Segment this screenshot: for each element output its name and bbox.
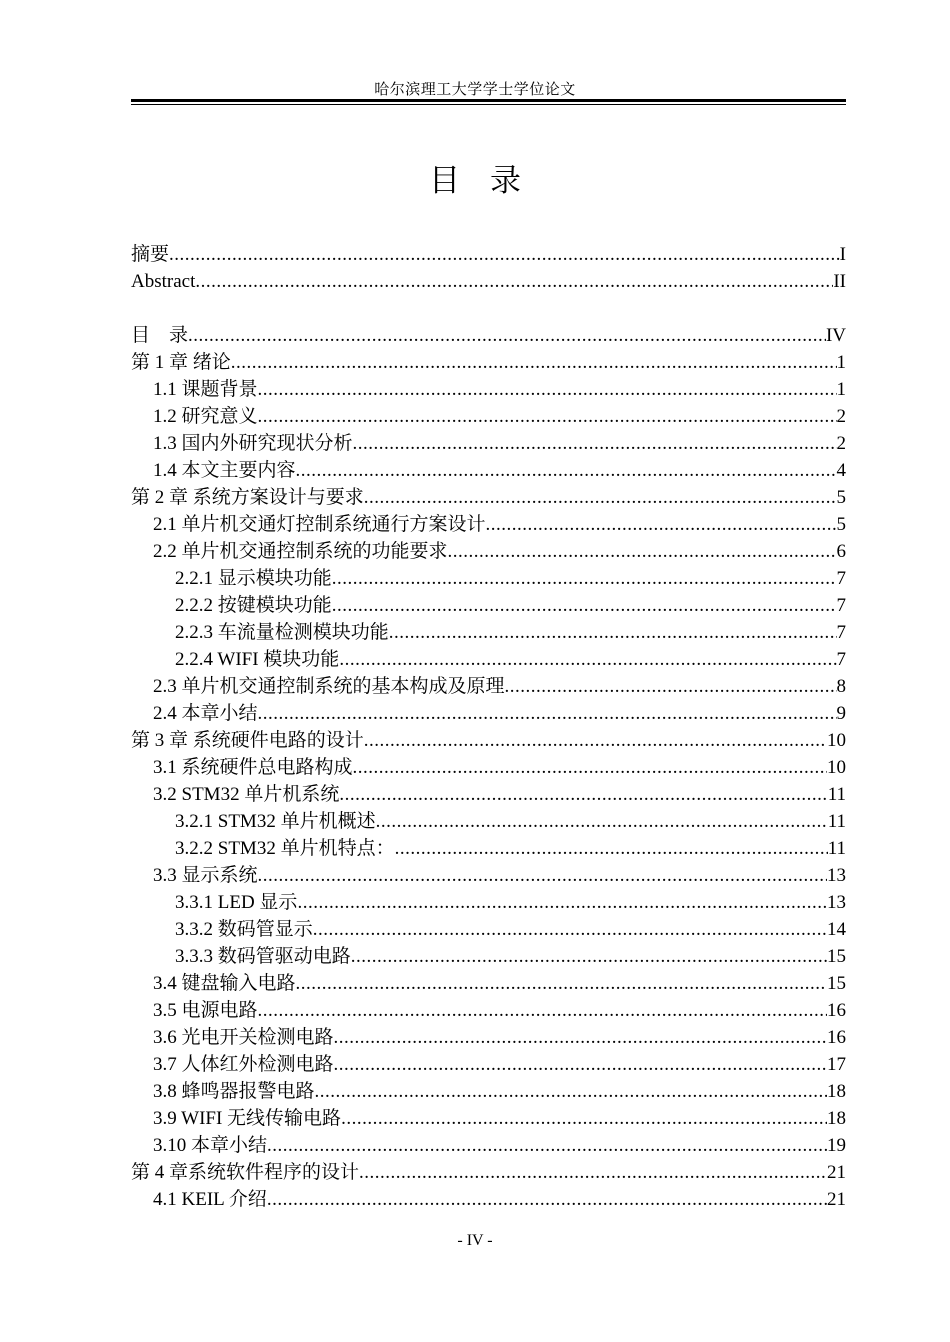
- toc-entry-page: II: [833, 271, 846, 292]
- toc-leader-dots: [341, 1105, 827, 1132]
- toc-entry[interactable]: [131, 349, 846, 376]
- toc-entry[interactable]: [131, 484, 846, 511]
- toc-entry-page: 11: [827, 838, 846, 859]
- toc-leader-dots: [332, 592, 837, 619]
- toc-entry[interactable]: [131, 322, 846, 349]
- toc-entry[interactable]: [153, 997, 846, 1024]
- toc-entry-title: 1.4 本文主要内容: [153, 460, 296, 481]
- toc-entry-page: 11: [827, 784, 846, 805]
- toc-leader-dots: [267, 1186, 827, 1213]
- toc-entry-page: IV: [825, 325, 846, 346]
- toc-entry-title: 第 2 章 系统方案设计与要求: [131, 487, 364, 508]
- toc-entry[interactable]: [153, 538, 846, 565]
- toc-entry-page: 21: [827, 1162, 846, 1183]
- toc-leader-dots: [486, 511, 837, 538]
- toc-leader-dots: [339, 781, 827, 808]
- page-title: 目录: [429, 163, 551, 198]
- toc-leader-dots: [195, 268, 833, 295]
- toc-entry-page: 7: [836, 568, 846, 589]
- toc-entry[interactable]: [153, 1078, 846, 1105]
- toc-leader-dots: [389, 619, 837, 646]
- toc-entry[interactable]: [153, 1186, 846, 1213]
- toc-entry-page: 15: [827, 946, 846, 967]
- toc-entry-title: 3.4 键盘输入电路: [153, 973, 296, 994]
- toc-entry-title: 目 录: [131, 325, 189, 346]
- toc-leader-dots: [315, 1078, 827, 1105]
- toc-entry-page: 7: [836, 595, 846, 616]
- toc-entry-page: 13: [827, 892, 846, 913]
- toc-entry-page: 15: [827, 973, 846, 994]
- toc-leader-dots: [351, 943, 827, 970]
- toc-entry[interactable]: [175, 943, 846, 970]
- toc-entry-page: 6: [836, 541, 846, 562]
- toc-leader-dots: [296, 457, 837, 484]
- toc-entry-title: 3.3.1 LED 显示: [175, 892, 298, 913]
- toc-entry[interactable]: [175, 889, 846, 916]
- toc-entry[interactable]: [175, 646, 846, 673]
- toc-entry-page: 16: [827, 1027, 846, 1048]
- toc-entry-page: 10: [827, 757, 846, 778]
- toc-entry[interactable]: [153, 673, 846, 700]
- toc-entry[interactable]: [131, 727, 846, 754]
- toc-entry-title: 3.7 人体红外检测电路: [153, 1054, 334, 1075]
- toc-entry-title: 3.2.2 STM32 单片机特点：: [175, 838, 395, 859]
- toc-entry-page: 2: [836, 406, 846, 427]
- toc-leader-dots: [364, 727, 827, 754]
- toc-entry[interactable]: [175, 835, 846, 862]
- toc-leader-dots: [334, 1024, 827, 1051]
- toc-leader-dots: [258, 403, 837, 430]
- toc-entry-title: 1.1 课题背景: [153, 379, 258, 400]
- toc-entry[interactable]: [153, 457, 846, 484]
- toc-entry-page: 14: [827, 919, 846, 940]
- toc-entry-title: 2.1 单片机交通灯控制系统通行方案设计: [153, 514, 486, 535]
- toc-entry-page: 18: [827, 1108, 846, 1129]
- toc-entry-page: 7: [836, 622, 846, 643]
- toc-entry[interactable]: [153, 1105, 846, 1132]
- toc-leader-dots: [313, 916, 827, 943]
- toc-entry-title: 3.2.1 STM32 单片机概述: [175, 811, 376, 832]
- toc-leader-dots: [258, 997, 827, 1024]
- toc-entry-title: 4.1 KEIL 介绍: [153, 1189, 267, 1210]
- toc-leader-dots: [231, 349, 837, 376]
- toc-leader-dots: [364, 484, 837, 511]
- toc-leader-dots: [332, 565, 837, 592]
- toc-entry[interactable]: [131, 1159, 846, 1186]
- toc-entry-title: 3.3.3 数码管驱动电路: [175, 946, 351, 967]
- toc-entry-title: 2.4 本章小结: [153, 703, 258, 724]
- toc-entry-title: 3.5 电源电路: [153, 1000, 258, 1021]
- toc-entry[interactable]: [153, 781, 846, 808]
- toc-entry-page: 18: [827, 1081, 846, 1102]
- toc-entry-page: 2: [836, 433, 846, 454]
- toc-entry[interactable]: [175, 808, 846, 835]
- toc-entry-title: 第 3 章 系统硬件电路的设计: [131, 730, 364, 751]
- toc-leader-dots: [296, 970, 827, 997]
- toc-entry[interactable]: [153, 970, 846, 997]
- toc-entry-title: 3.8 蜂鸣器报警电路: [153, 1081, 315, 1102]
- toc-entry-title: 1.3 国内外研究现状分析: [153, 433, 353, 454]
- toc-entry-title: 3.2 STM32 单片机系统: [153, 784, 340, 805]
- toc-entry-page: 7: [836, 649, 846, 670]
- toc-entry[interactable]: [153, 754, 846, 781]
- toc-entry[interactable]: [175, 565, 846, 592]
- toc-leader-dots: [169, 241, 840, 268]
- toc-entry-page: 5: [836, 514, 846, 535]
- toc-leader-dots: [258, 700, 837, 727]
- toc-entry-page: 8: [836, 676, 846, 697]
- toc-entry-page: 19: [827, 1135, 846, 1156]
- toc-entry-title: 2.2.1 显示模块功能: [175, 568, 332, 589]
- toc-entry-page: 1: [836, 379, 846, 400]
- toc-entry[interactable]: [153, 862, 846, 889]
- toc-entry-page: 5: [836, 487, 846, 508]
- toc-entry[interactable]: [153, 376, 846, 403]
- toc-entry-title: 2.3 单片机交通控制系统的基本构成及原理: [153, 676, 505, 697]
- header-rule-thick: [131, 99, 846, 102]
- toc-entry-title: 2.2 单片机交通控制系统的功能要求: [153, 541, 448, 562]
- toc-leader-dots: [505, 673, 837, 700]
- toc-entry-page: 1: [836, 352, 846, 373]
- toc-entry-title: 1.2 研究意义: [153, 406, 258, 427]
- toc-leader-dots: [353, 430, 837, 457]
- toc-entry-title: 3.3.2 数码管显示: [175, 919, 313, 940]
- toc-leader-dots: [339, 646, 836, 673]
- toc-leader-dots: [448, 538, 837, 565]
- toc-entry-title: Abstract: [131, 271, 196, 292]
- toc-leader-dots: [267, 1132, 827, 1159]
- toc-leader-dots: [334, 1051, 827, 1078]
- toc-entry-page: I: [839, 244, 846, 265]
- toc-entry-title: 3.1 系统硬件总电路构成: [153, 757, 353, 778]
- toc-entry-page: 11: [827, 811, 846, 832]
- toc-entry-page: 10: [827, 730, 846, 751]
- toc-entry-title: 3.9 WIFI 无线传输电路: [153, 1108, 342, 1129]
- toc-entry-title: 摘要: [131, 244, 170, 265]
- toc-entry-page: 13: [827, 865, 846, 886]
- toc-entry-title: 3.6 光电开关检测电路: [153, 1027, 334, 1048]
- toc-entry[interactable]: [153, 1051, 846, 1078]
- toc-entry-page: 4: [836, 460, 846, 481]
- toc-entry[interactable]: [175, 592, 846, 619]
- toc-entry-page: 9: [836, 703, 846, 724]
- toc-leader-dots: [258, 376, 837, 403]
- page-header: 哈尔滨理工大学学士学位论文: [374, 82, 576, 98]
- toc-entry-title: 第 4 章系统软件程序的设计: [131, 1162, 360, 1183]
- toc-entry[interactable]: [153, 700, 846, 727]
- toc-entry[interactable]: [175, 619, 846, 646]
- page-number: - IV -: [457, 1232, 493, 1249]
- toc-leader-dots: [395, 835, 828, 862]
- toc-entry-page: 21: [827, 1189, 846, 1210]
- toc-leader-dots: [258, 862, 827, 889]
- toc-entry-page: 17: [827, 1054, 846, 1075]
- toc-entry[interactable]: [153, 511, 846, 538]
- toc-leader-dots: [376, 808, 828, 835]
- toc-entry-page: 16: [827, 1000, 846, 1021]
- toc-entry[interactable]: [153, 430, 846, 457]
- toc-entry-title: 2.2.3 车流量检测模块功能: [175, 622, 389, 643]
- toc-entry[interactable]: [131, 241, 846, 268]
- toc-leader-dots: [297, 889, 827, 916]
- toc-leader-dots: [353, 754, 827, 781]
- toc-entry[interactable]: [175, 916, 846, 943]
- toc-entry[interactable]: [131, 268, 846, 295]
- toc-entry[interactable]: [153, 403, 846, 430]
- toc-leader-dots: [188, 322, 826, 349]
- toc-entry-title: 3.3 显示系统: [153, 865, 258, 886]
- toc-entry-title: 2.2.4 WIFI 模块功能: [175, 649, 340, 670]
- toc-entry[interactable]: [153, 1132, 846, 1159]
- toc-entry-title: 第 1 章 绪论: [131, 352, 231, 373]
- toc-entry-title: 2.2.2 按键模块功能: [175, 595, 332, 616]
- toc-entry-title: 3.10 本章小结: [153, 1135, 268, 1156]
- toc-entry[interactable]: [153, 1024, 846, 1051]
- header-rule-thin: [131, 104, 846, 105]
- toc-leader-dots: [359, 1159, 827, 1186]
